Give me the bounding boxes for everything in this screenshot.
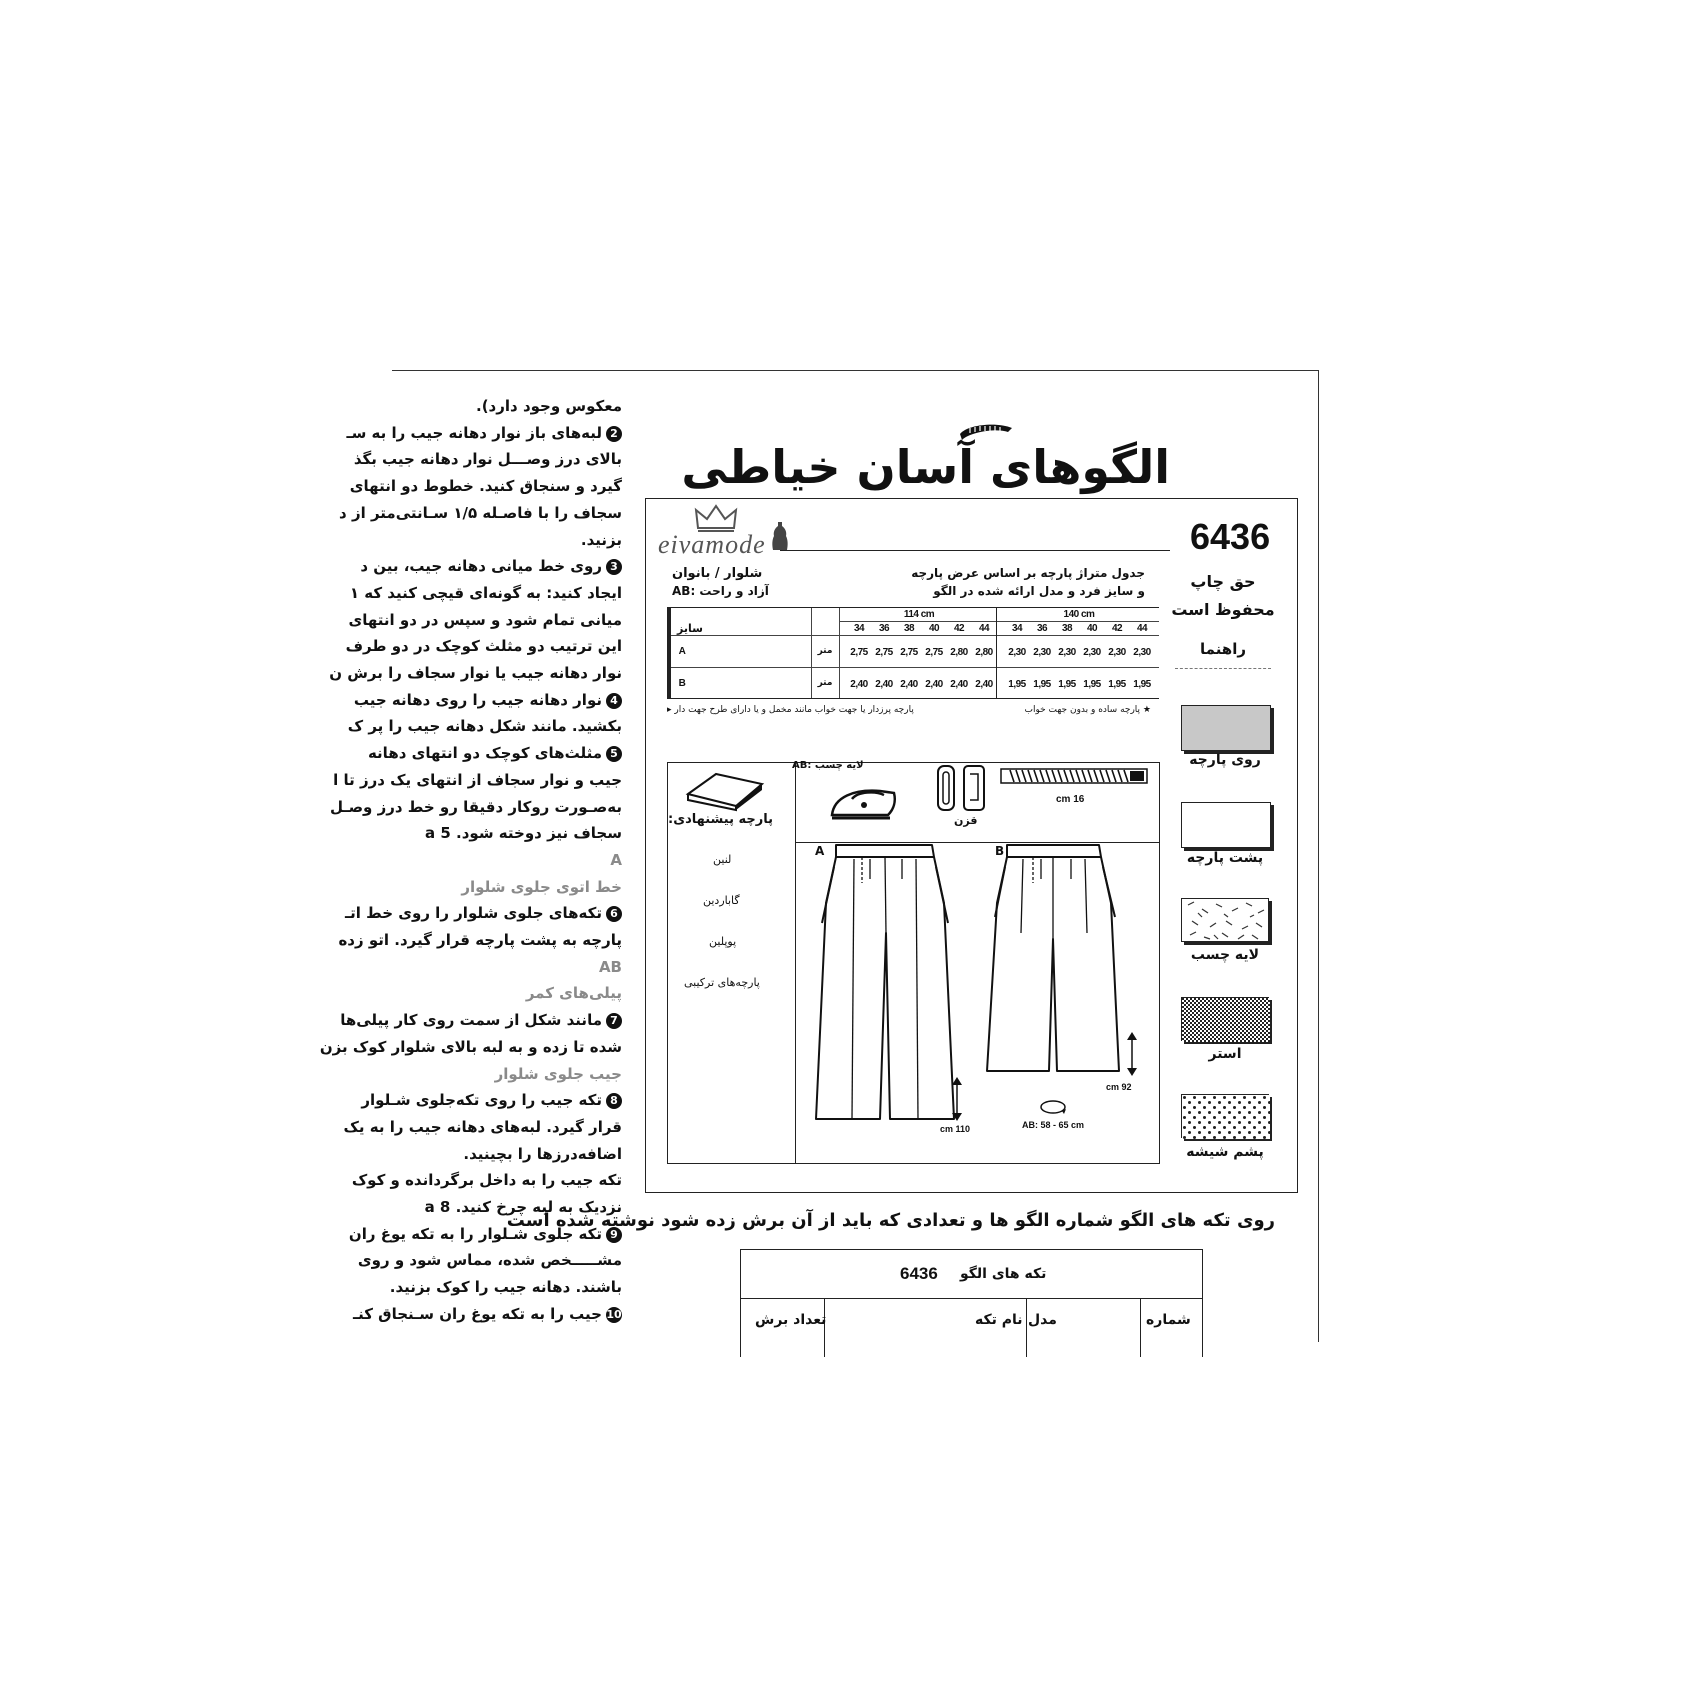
- brand-name: eivamode: [658, 530, 766, 559]
- size-header: 40: [1086, 623, 1098, 634]
- yardage-value: 2,40: [875, 679, 893, 690]
- legend-heading: راهنما: [1175, 640, 1271, 669]
- yardage-value: 2,30: [1033, 647, 1051, 658]
- table-divider: [839, 608, 840, 698]
- instruction-text: AB: [598, 957, 622, 976]
- instruction-text: مانند شکل از سمت روی کار پیلی‌ها: [340, 1011, 602, 1030]
- instruction-text: جیب و نوار سجاف از انتهای یک درز تا ا: [333, 770, 622, 789]
- length-arrow-icon: [1125, 1030, 1139, 1078]
- fabric-item: پارچه‌های ترکیبی: [684, 976, 760, 989]
- instruction-line: [425, 823, 622, 843]
- instruction-line: [345, 903, 622, 923]
- instruction-text: نزدیک به لبه چرخ کنید. a 8: [424, 1198, 622, 1216]
- instruction-heading: [610, 850, 622, 870]
- col-model: مدل: [1028, 1312, 1057, 1328]
- instruction-text: شده تا زده و به لبه بالای شلوار کوک بزن: [319, 1037, 622, 1056]
- col-name: نام تکه: [975, 1312, 1023, 1328]
- instruction-text: لبه‌های باز نوار دهانه جیب را به سـ: [346, 423, 602, 442]
- instruction-line: [581, 530, 622, 550]
- instruction-line: [344, 1117, 622, 1137]
- instruction-line: [346, 423, 622, 443]
- yardage-value: 2,30: [1008, 647, 1026, 658]
- yardage-value: 1,95: [1133, 679, 1151, 690]
- instruction-line: [353, 1304, 622, 1324]
- instruction-text: قرار گیرد. لبه‌های دهانه جیب را به یک: [343, 1117, 622, 1136]
- table-divider: [811, 608, 812, 698]
- instruction-text: تکه‌های جلوی شلوار را روی خط اتـ: [345, 904, 602, 923]
- iron-icon: [828, 783, 900, 823]
- instruction-text: سجاف نیز دوخته شود. a 5: [425, 824, 622, 843]
- instruction-text: بالای درز وصـــل نوار دهانه جیب بگذ: [353, 450, 622, 469]
- instruction-line: [340, 1010, 622, 1030]
- yardage-value: 2,80: [950, 647, 968, 658]
- instruction-text: این ترتیب دو مثلث کوچک در دو طرف: [345, 637, 622, 656]
- swatch-label: روی پارچه: [1189, 752, 1261, 768]
- length-a: 110 cm: [940, 1124, 971, 1134]
- garment-fit: آزاد و راحت :AB: [672, 584, 769, 598]
- yardage-value: 2,30: [1058, 647, 1076, 658]
- fabric-note-plain: ★ پارچه ساده و بدون جهت خواب: [1024, 705, 1151, 715]
- instruction-text: میانی تمام شود و سپس در دو انتهای: [348, 610, 622, 629]
- instruction-line: [339, 503, 622, 523]
- step-number-badge: 4: [606, 693, 622, 709]
- instruction-line: [348, 610, 622, 630]
- step-number-badge: 6: [606, 906, 622, 922]
- size-header: 44: [978, 623, 990, 634]
- trousers-view-b-drawing: [985, 843, 1125, 1075]
- page-frame-top: [392, 370, 1319, 371]
- size-header: 42: [953, 623, 965, 634]
- pieces-table-code: 6436: [900, 1264, 938, 1283]
- table-divider: [996, 608, 997, 698]
- yardage-table: [667, 607, 1159, 699]
- size-header: 40: [928, 623, 940, 634]
- garment-type: شلوار / بانوان: [672, 566, 763, 581]
- step-number-badge: 5: [606, 746, 622, 762]
- instruction-text: اضافه‌درزها را بچینید.: [463, 1144, 622, 1163]
- suggested-fabric-heading: پارچه پیشنهادی:: [668, 812, 773, 827]
- instruction-line: [338, 930, 622, 950]
- instruction-heading: [495, 1064, 622, 1084]
- size-header: 34: [1011, 623, 1023, 634]
- step-number-badge: 3: [606, 559, 622, 575]
- size-label: سایز: [677, 622, 703, 635]
- fabric-item: گاباردین: [703, 894, 740, 907]
- size-header: 38: [903, 623, 915, 634]
- dress-form-icon: [772, 520, 788, 552]
- instruction-line: [360, 556, 622, 576]
- table-row: [671, 635, 1159, 636]
- yardage-value: 2,80: [975, 647, 993, 658]
- instruction-heading: [599, 957, 622, 977]
- view-b-label: B: [995, 844, 1005, 858]
- col-number: شماره: [1146, 1312, 1191, 1328]
- instruction-line: [352, 1170, 622, 1190]
- instruction-line: [361, 1090, 622, 1110]
- brand-divider: [780, 550, 1170, 551]
- pieces-caption: روی تکه های الگو شماره الگو ها و تعدادی که باید از آن برش زده شود نوشته شده است: [506, 1210, 1275, 1231]
- instruction-text: نوار دهانه جیب یا نوار سجاف را برش ن: [329, 664, 622, 682]
- instruction-line: [348, 716, 622, 736]
- yardage-value: 1,95: [1108, 679, 1126, 690]
- instruction-line: [350, 476, 622, 496]
- box-divider-v: [795, 763, 796, 1163]
- trousers-view-a-drawing: [810, 843, 960, 1125]
- yardage-title: جدول متراژ پارچه بر اساس عرض پارچه: [911, 566, 1145, 580]
- table-divider: [1140, 1298, 1141, 1357]
- instruction-line: [368, 743, 622, 763]
- instruction-text: تکه جلوی شـلوار را به تکه یوغ ران: [348, 1224, 602, 1243]
- size-header: 38: [1061, 623, 1073, 634]
- row-label-a: A: [678, 646, 686, 657]
- row-label-b: B: [678, 678, 686, 689]
- instruction-line: [333, 770, 622, 790]
- instruction-line: [358, 1250, 622, 1270]
- size-header: 42: [1111, 623, 1123, 634]
- yardage-value: 2,30: [1083, 647, 1101, 658]
- zipper-icon: [1000, 766, 1148, 786]
- instruction-text: گیرد و سنجاق کنید. خطوط دو انتهای: [349, 477, 622, 496]
- fabric-bolt-icon: [686, 770, 766, 812]
- swatch-wrong-side: [1181, 802, 1271, 848]
- instruction-text: مثلث‌های کوچک دو انتهای دهانه: [367, 744, 602, 763]
- yardage-value: 2,75: [850, 647, 868, 658]
- instruction-text: ایجاد کنید: به گونه‌ای قیچی کنید که ۱: [349, 583, 622, 602]
- hook-label: قزن: [954, 814, 978, 827]
- swatch-label: پشت پارچه: [1186, 850, 1264, 866]
- col-count: تعداد برش: [755, 1312, 827, 1328]
- table-row: [671, 667, 1159, 668]
- zipper-logo-icon: [958, 420, 1014, 444]
- length-b: 92 cm: [1106, 1082, 1132, 1092]
- yardage-value: 2,40: [850, 679, 868, 690]
- instruction-text: به‌صـورت روکار دقیقا رو خط درز وصـل: [330, 797, 622, 816]
- yardage-value: 1,95: [1058, 679, 1076, 690]
- size-header: 36: [878, 623, 890, 634]
- yardage-value: 2,30: [1133, 647, 1151, 658]
- step-number-badge: 9: [606, 1227, 622, 1243]
- yardage-value: 2,75: [875, 647, 893, 658]
- instruction-text: خط اتوی جلوی شلوار: [461, 877, 622, 896]
- fabric-note-nap: پارچه پرزدار یا جهت خواب مانند مخمل و یا دارای طرح جهت دار ▸: [667, 705, 914, 715]
- swatch-right-side: [1181, 705, 1271, 751]
- instruction-line: [354, 690, 622, 710]
- page-title: الگوهای آسان خیاطی: [681, 440, 1170, 494]
- yardage-value: 2,40: [925, 679, 943, 690]
- unit-label: متر: [817, 646, 833, 656]
- instruction-text: بکشید. مانند شکل دهانه جیب را پر ک: [347, 717, 622, 736]
- instruction-line: [329, 663, 622, 683]
- instruction-text: A: [610, 850, 622, 869]
- step-number-badge: 10: [606, 1307, 622, 1321]
- yardage-value: 2,40: [950, 679, 968, 690]
- yardage-value: 2,30: [1108, 647, 1126, 658]
- swatch-lining: [1181, 997, 1269, 1041]
- instruction-line: [463, 1144, 622, 1164]
- table-row: [741, 1298, 1202, 1299]
- size-header: 36: [1036, 623, 1048, 634]
- instruction-text: جیب را به تکه یوغ ران سـنجاق کنـ: [352, 1304, 602, 1323]
- interfacing-label: لایه چسب :AB: [792, 760, 864, 771]
- instructions-column: [319, 374, 622, 1356]
- step-number-badge: 7: [606, 1013, 622, 1029]
- swatch-batting: [1181, 1094, 1269, 1138]
- hem-width: AB: 58 - 65 cm: [1022, 1120, 1085, 1130]
- instruction-line: [346, 636, 622, 656]
- instruction-text: مشـــــخص شده، مماس شود و روی: [357, 1251, 622, 1270]
- swatch-label: استر: [1208, 1046, 1242, 1062]
- copyright-note: حق چاپ محفوظ است: [1171, 572, 1275, 619]
- swatch-label: لایه چسب: [1190, 947, 1260, 963]
- instruction-text: سجاف را با فاصـله ۱/۵ سـانتی‌متر از د: [339, 503, 622, 522]
- size-header: 34: [853, 623, 865, 634]
- instruction-text: معکوس وجود دارد).: [476, 397, 622, 415]
- circumference-icon: [1038, 1097, 1068, 1117]
- page-frame: [1318, 370, 1319, 1342]
- pieces-table-title: تکه های الگو: [960, 1266, 1047, 1282]
- instruction-line: [390, 1277, 622, 1297]
- instruction-line: [350, 583, 622, 603]
- zipper-length: 16 cm: [1056, 794, 1085, 805]
- instruction-text: جیب جلوی شلوار: [494, 1064, 622, 1083]
- swatch-label: پشم شیشه: [1186, 1144, 1264, 1160]
- instruction-text: روی خط میانی دهانه جیب، بین د: [360, 557, 602, 576]
- size-header: 44: [1136, 623, 1148, 634]
- yardage-value: 2,75: [925, 647, 943, 658]
- instruction-line: [320, 1037, 622, 1057]
- view-a-label: A: [815, 844, 825, 858]
- hook-and-eye-icon: [934, 764, 998, 812]
- width-140-header: 140 cm: [1063, 609, 1095, 620]
- instruction-line: [330, 797, 622, 817]
- yardage-value: 2,40: [900, 679, 918, 690]
- crown-icon: [695, 504, 737, 532]
- table-row: [839, 621, 1159, 622]
- step-number-badge: 8: [606, 1093, 622, 1109]
- yardage-value: 2,75: [900, 647, 918, 658]
- yardage-subtitle: و سایز فرد و مدل ارائه شده در الگو: [933, 584, 1145, 598]
- yardage-value: 1,95: [1083, 679, 1101, 690]
- instruction-line: [476, 396, 622, 416]
- instruction-text: باشند. دهانه جیب را کوک بزنید.: [389, 1278, 622, 1297]
- step-number-badge: 2: [606, 426, 622, 442]
- table-divider: [1026, 1298, 1027, 1357]
- unit-label: متر: [817, 678, 833, 688]
- instruction-text: پیلی‌های کمر: [525, 984, 622, 1003]
- instruction-line: [354, 449, 622, 469]
- instruction-text: تکه جیب را روی تکه‌جلوی شـلوار: [361, 1091, 602, 1110]
- instruction-text: پارچه به پشت پارچه قرار گیرد. اتو زده: [338, 931, 622, 949]
- yardage-value: 2,40: [975, 679, 993, 690]
- yardage-value: 1,95: [1033, 679, 1051, 690]
- swatch-interfacing: [1181, 898, 1269, 942]
- width-114-header: 114 cm: [903, 609, 935, 620]
- instruction-heading: [526, 983, 622, 1003]
- fabric-item: لنین: [713, 853, 732, 866]
- instruction-text: بزنید.: [580, 530, 622, 549]
- fabric-item: پوپلین: [709, 935, 737, 948]
- pattern-code: 6436: [1190, 516, 1271, 557]
- yardage-value: 1,95: [1008, 679, 1026, 690]
- length-arrow-icon: [950, 1075, 964, 1123]
- instruction-heading: [461, 877, 622, 897]
- instruction-text: تکه جیب را به داخل برگردانده و کوک: [351, 1171, 622, 1190]
- instruction-text: نوار دهانه جیب را روی دهانه جیب: [353, 690, 602, 709]
